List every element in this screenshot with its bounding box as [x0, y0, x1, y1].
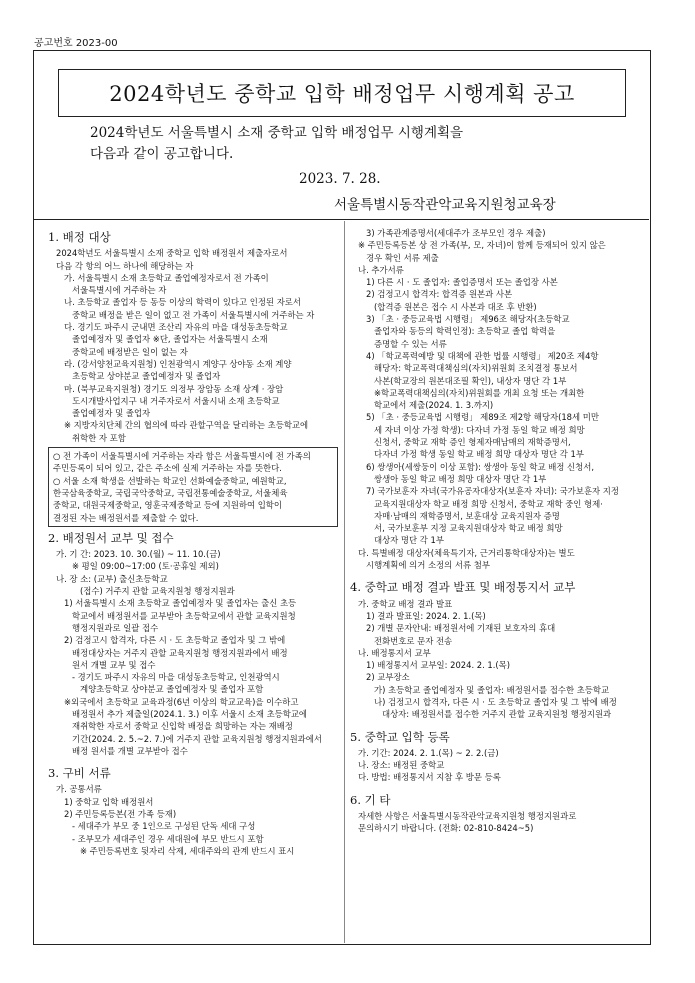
text-line: 나. 초등학교 졸업자 등 동등 이상의 학력이 있다고 인정된 자로서: [64, 297, 301, 308]
section-heading: 4. 중학교 배정 결과 발표 및 배정통지서 교부: [350, 580, 576, 595]
text-line: 해당자: 학교폭력대책심의(자치)위원회 조치결정 통보서: [374, 363, 578, 374]
text-line: 학교에서 배정원서를 교부받아 초등학교에서 관할 교육지원청: [72, 610, 296, 621]
text-line: 증명할 수 있는 서류: [374, 338, 447, 349]
text-line: 서, 국가보훈부 지정 교육지원대상자 학교 배정 희망: [374, 523, 563, 534]
right-column: [350, 227, 645, 835]
section-heading: 6. 기 타: [350, 792, 391, 807]
text-line: 사본(학교장의 원본대조필 확인), 내상자 명단 각 1부: [374, 375, 567, 386]
text-line: 가. 기간: 2024. 2. 1.(목) ~ 2. 2.(금): [358, 747, 499, 758]
text-line: - 조부모가 세대주인 경우 세대원에 부모 반드시 포함: [72, 833, 264, 844]
text-line: 라. (강서양천교육지원청) 인천광역시 계양구 상야동 소재 계양: [64, 358, 292, 369]
text-line: 초등학교 상야분교 졸업예정자 및 졸업자: [72, 371, 221, 382]
text-line: 학교에서 제출(2024. 1. 3.까지): [374, 400, 494, 411]
document-title: 2024학년도 중학교 입학 배정업무 시행계획 공고: [109, 82, 575, 106]
text-line: 배정원서 추가 제출일(2024.1. 3.) 이후 서울시 소재 초등학교에: [72, 708, 308, 719]
text-line: 다. 방법: 배정통지서 지참 후 방문 등록: [358, 772, 501, 783]
text-line: ○ 서울 소재 학생을 선발하는 학교인 선화예술중학교, 예원학교,: [53, 475, 287, 486]
text-line: 다자녀 가정 학생 동일 학교 배정 희망 대상자 명단 각 1부: [374, 449, 584, 460]
text-line: 6) 쌍생아(세쌍둥이 이상 포함): 쌍생아 동일 학교 배정 신청서,: [366, 461, 594, 472]
text-line: 시행계획에 의거 소정의 서류 첨부: [366, 560, 490, 571]
text-line: 1) 다른 시 · 도 졸업자: 졸업증명서 또는 졸업장 사본: [366, 277, 558, 288]
text-line: ※학교폭력대책심의(자치)위원회를 개최 요청 또는 개최한: [374, 387, 585, 398]
text-line: 다음 각 항의 어느 하나에 해당하는 자: [56, 260, 194, 271]
section-body: [350, 227, 645, 571]
text-line: 2) 개별 문자안내: 배정원서에 기재된 보호자의 휴대: [366, 623, 556, 634]
text-line: 가) 초등학교 졸업예정자 및 졸업자: 배정원서를 접수한 초등학교: [374, 684, 610, 695]
text-line: 3) 「초 · 중등교육법 시행령」 제96조 해당자(초등학교: [366, 314, 570, 325]
text-line: 2) 검정고시 합격자, 다른 시 · 도 초등학교 졸업자 및 그 밖에: [64, 635, 286, 646]
text-line: 재취학한 자로서 중학교 신입학 배정을 희망하는 자는 재배정: [72, 721, 293, 732]
section-body: [350, 598, 645, 721]
text-line: 전화번호로 문자 전송: [374, 635, 453, 646]
text-line: 다. 특별배정 대상자(체육특기자, 근거리통학대상자)는 별도: [358, 547, 575, 558]
section-body: [48, 783, 338, 857]
text-line: - 세대주가 부모 중 1인으로 구성된 단독 세대 구성: [72, 821, 256, 832]
text-line: 행정지원과로 일괄 접수: [72, 622, 159, 633]
text-line: ※외국에서 초등학교 교육과정(6년 이상의 학교교육)을 이수하고: [64, 696, 299, 707]
text-line: 서울특별시에 거주하는 자: [72, 285, 167, 296]
document-frame: [33, 50, 651, 945]
text-line: 2024학년도 서울특별시 소재 중학교 입학 배정원서 제출자로서: [56, 248, 288, 259]
text-line: (접수) 거주지 관할 교육지원청 행정지원과: [80, 586, 235, 597]
intro-line: 다음과 같이 공고합니다.: [90, 146, 234, 162]
text-line: ※ 지방자치단체 간의 협의에 따라 관할구역을 달리하는 초등학교에: [64, 420, 309, 431]
text-line: 나. 장 소: (교부) 출신초등학교: [56, 573, 168, 584]
text-line: 원서 개별 교부 및 접수: [72, 659, 156, 670]
text-line: 졸업예정자 및 졸업자 ※단, 졸업자는 서울특별시 소재: [72, 334, 268, 345]
text-line: 가. 서울특별시 소재 초등학교 졸업예정자로서 전 가족이: [64, 272, 269, 283]
text-line: 배정 원서를 개별 교부받아 접수: [72, 745, 188, 756]
text-line: 2) 검정고시 합격자: 합격증 원본과 사본: [366, 289, 513, 300]
divider: [34, 219, 649, 220]
title-box: [58, 69, 626, 117]
left-column: [48, 227, 338, 857]
text-line: 가. 기 간: 2023. 10. 30.(월) ~ 11. 10.(금): [56, 549, 221, 560]
text-line: 도시개발사업지구 내 거주자로서 서울시내 소재 초등학교: [72, 395, 280, 406]
text-line: ○ 전 가족이 서울특별시에 거주하는 자라 함은 서울특별시에 전 가족의: [53, 451, 311, 462]
text-line: 계양초등학교 상야분교 졸업예정자 및 졸업자 포함: [80, 684, 264, 695]
notice-number: 공고번호 2023-00: [34, 38, 118, 49]
text-line: 1) 서울특별시 소재 초등학교 졸업예정자 및 졸업자는 출신 초등: [64, 598, 297, 609]
text-line: 2) 교부장소: [366, 672, 410, 683]
intro-line: 2024학년도 서울특별시 소재 중학교 입학 배정업무 시행계획을: [90, 125, 464, 141]
text-line: 7) 국가보훈자 자녀(국가유공자대상자(보훈자 자녀): 국가보훈자 지정: [366, 486, 619, 497]
text-line: 1) 배정통지서 교부일: 2024. 2. 1.(목): [366, 660, 511, 671]
section-body: [350, 747, 645, 784]
text-line: 기간(2024. 2. 5.~2. 7.)에 거주지 관할 교육지원청 행정지원과에서: [72, 733, 322, 744]
text-line: 자매·남매의 재학증명서, 보훈대상 교육지원자 증명: [374, 510, 560, 521]
text-line: 중학교에 배정받은 일이 없는 자: [72, 346, 188, 357]
section-heading: 2. 배정원서 교부 및 접수: [48, 530, 174, 545]
text-line: 교육지원대상자 학교 배정 희망 신청서, 중학교 재학 중인 형제·: [374, 498, 603, 509]
text-line: 5) 「초 · 중등교육법 시행령」 제89조 제2항 해당자(18세 미만: [366, 412, 599, 423]
text-line: 대상자 명단 각 1부: [374, 535, 444, 546]
text-line: 나. 장소: 배정된 중학교: [358, 760, 445, 771]
text-line: 신청서, 중학교 재학 증인 형제자매남매의 재학증명서,: [374, 437, 571, 448]
section-heading: 3. 구비 서류: [48, 766, 111, 781]
text-line: 1) 결과 발표일: 2024. 2. 1.(목): [366, 610, 486, 621]
section-heading: 5. 중학교 입학 등록: [350, 729, 450, 744]
text-line: 마. (북부교육지원청) 경기도 의정부 장암동 소재 상계 · 장암: [64, 383, 284, 394]
text-line: 한국삼육중학교, 국립국악중학교, 국립전통예술중학교, 서울체육: [53, 487, 288, 498]
text-line: 자세한 사항은 서울특별시동작관악교육지원청 행정지원과로: [358, 811, 577, 822]
text-line: 중학교 배정을 받은 일이 없고 전 가족이 서울특별시에 거주하는 자: [72, 309, 315, 320]
section-body: [350, 810, 645, 835]
text-line: 경우 확인 서류 제출: [366, 252, 439, 263]
text-line: 4) 「학교폭력예방 및 대책에 관한 법률 시행령」 제20조 제4항: [366, 350, 599, 361]
text-line: 대상자: 배정원서를 접수한 거주지 관할 교육지원청 행정지원과: [382, 709, 612, 720]
text-line: - 경기도 파주시 자유의 마을 대성동초등학교, 인천광역시: [72, 672, 280, 683]
section-heading: 1. 배정 대상: [48, 230, 111, 244]
text-line: 취학한 자 포함: [72, 432, 126, 443]
text-line: 1) 중학교 입학 배정원서: [64, 796, 154, 807]
text-line: 가. 공통서류: [56, 784, 102, 795]
text-line: 나) 검정고시 합격자, 다른 시 · 도 초등학교 졸업자 및 그 밖에 배정: [374, 696, 617, 707]
text-line: 배정대상자는 거주지 관할 교육지원청 행정지원과에서 배정: [72, 647, 288, 658]
text-line: 중학교, 대원국제중학교, 영훈국제중학교 등에 지원하여 입학이: [53, 500, 282, 511]
section-body: [48, 247, 338, 444]
text-line: 가. 중학교 배정 결과 발표: [358, 598, 453, 609]
text-line: 다. 경기도 파주시 군내면 조산리 자유의 마을 대성동초등학교: [64, 322, 288, 333]
text-line: 주민등록이 되어 있고, 같은 주소에 실제 거주하는 자를 뜻한다.: [53, 463, 282, 474]
text-line: 세 자녀 이상 가정 학생): 다자녀 가정 동일 학교 배정 희망: [374, 424, 585, 435]
section-body: [48, 548, 338, 757]
text-line: 3) 가족관계증명서(세대주가 조부모인 경우 제출): [366, 228, 546, 238]
text-line: 문의하시기 바랍니다. (전화: 02-810-8424~5): [358, 823, 534, 834]
note-box: [48, 447, 338, 527]
signer: 서울특별시동작관악교육지원청교육장: [334, 197, 556, 213]
text-line: 결정된 자는 배정원서를 제출할 수 없다.: [53, 512, 199, 523]
text-line: 나. 추가서류: [358, 264, 404, 275]
text-line: ※ 주민등록등본 상 전 가족(부, 모, 자녀)이 함께 등재되어 있지 않은: [358, 240, 606, 251]
intro-text: [90, 123, 590, 165]
text-line: 졸업자와 동등의 학력인정): 초등학교 졸업 학력을: [374, 326, 556, 337]
text-line: ※ 평일 09:00~17:00 (토·공휴일 제외): [72, 561, 219, 572]
text-line: 졸업예정자 및 졸업자: [72, 408, 151, 419]
text-line: ※ 주민등록번호 뒷자리 삭제, 세대주와의 관계 반드시 표시: [80, 845, 295, 856]
notice-date: 2023. 7. 28.: [299, 171, 381, 187]
text-line: 2) 주민등록등본(전 가족 등재): [64, 809, 177, 820]
text-line: 나. 배정통지서 교부: [358, 647, 431, 658]
text-line: (합격증 원본은 접수 시 사본과 대조 후 반환): [374, 301, 537, 312]
column-divider: [344, 221, 345, 943]
text-line: 쌍생아 동일 학교 배정 희망 대상자 명단 각 1부: [374, 473, 547, 484]
